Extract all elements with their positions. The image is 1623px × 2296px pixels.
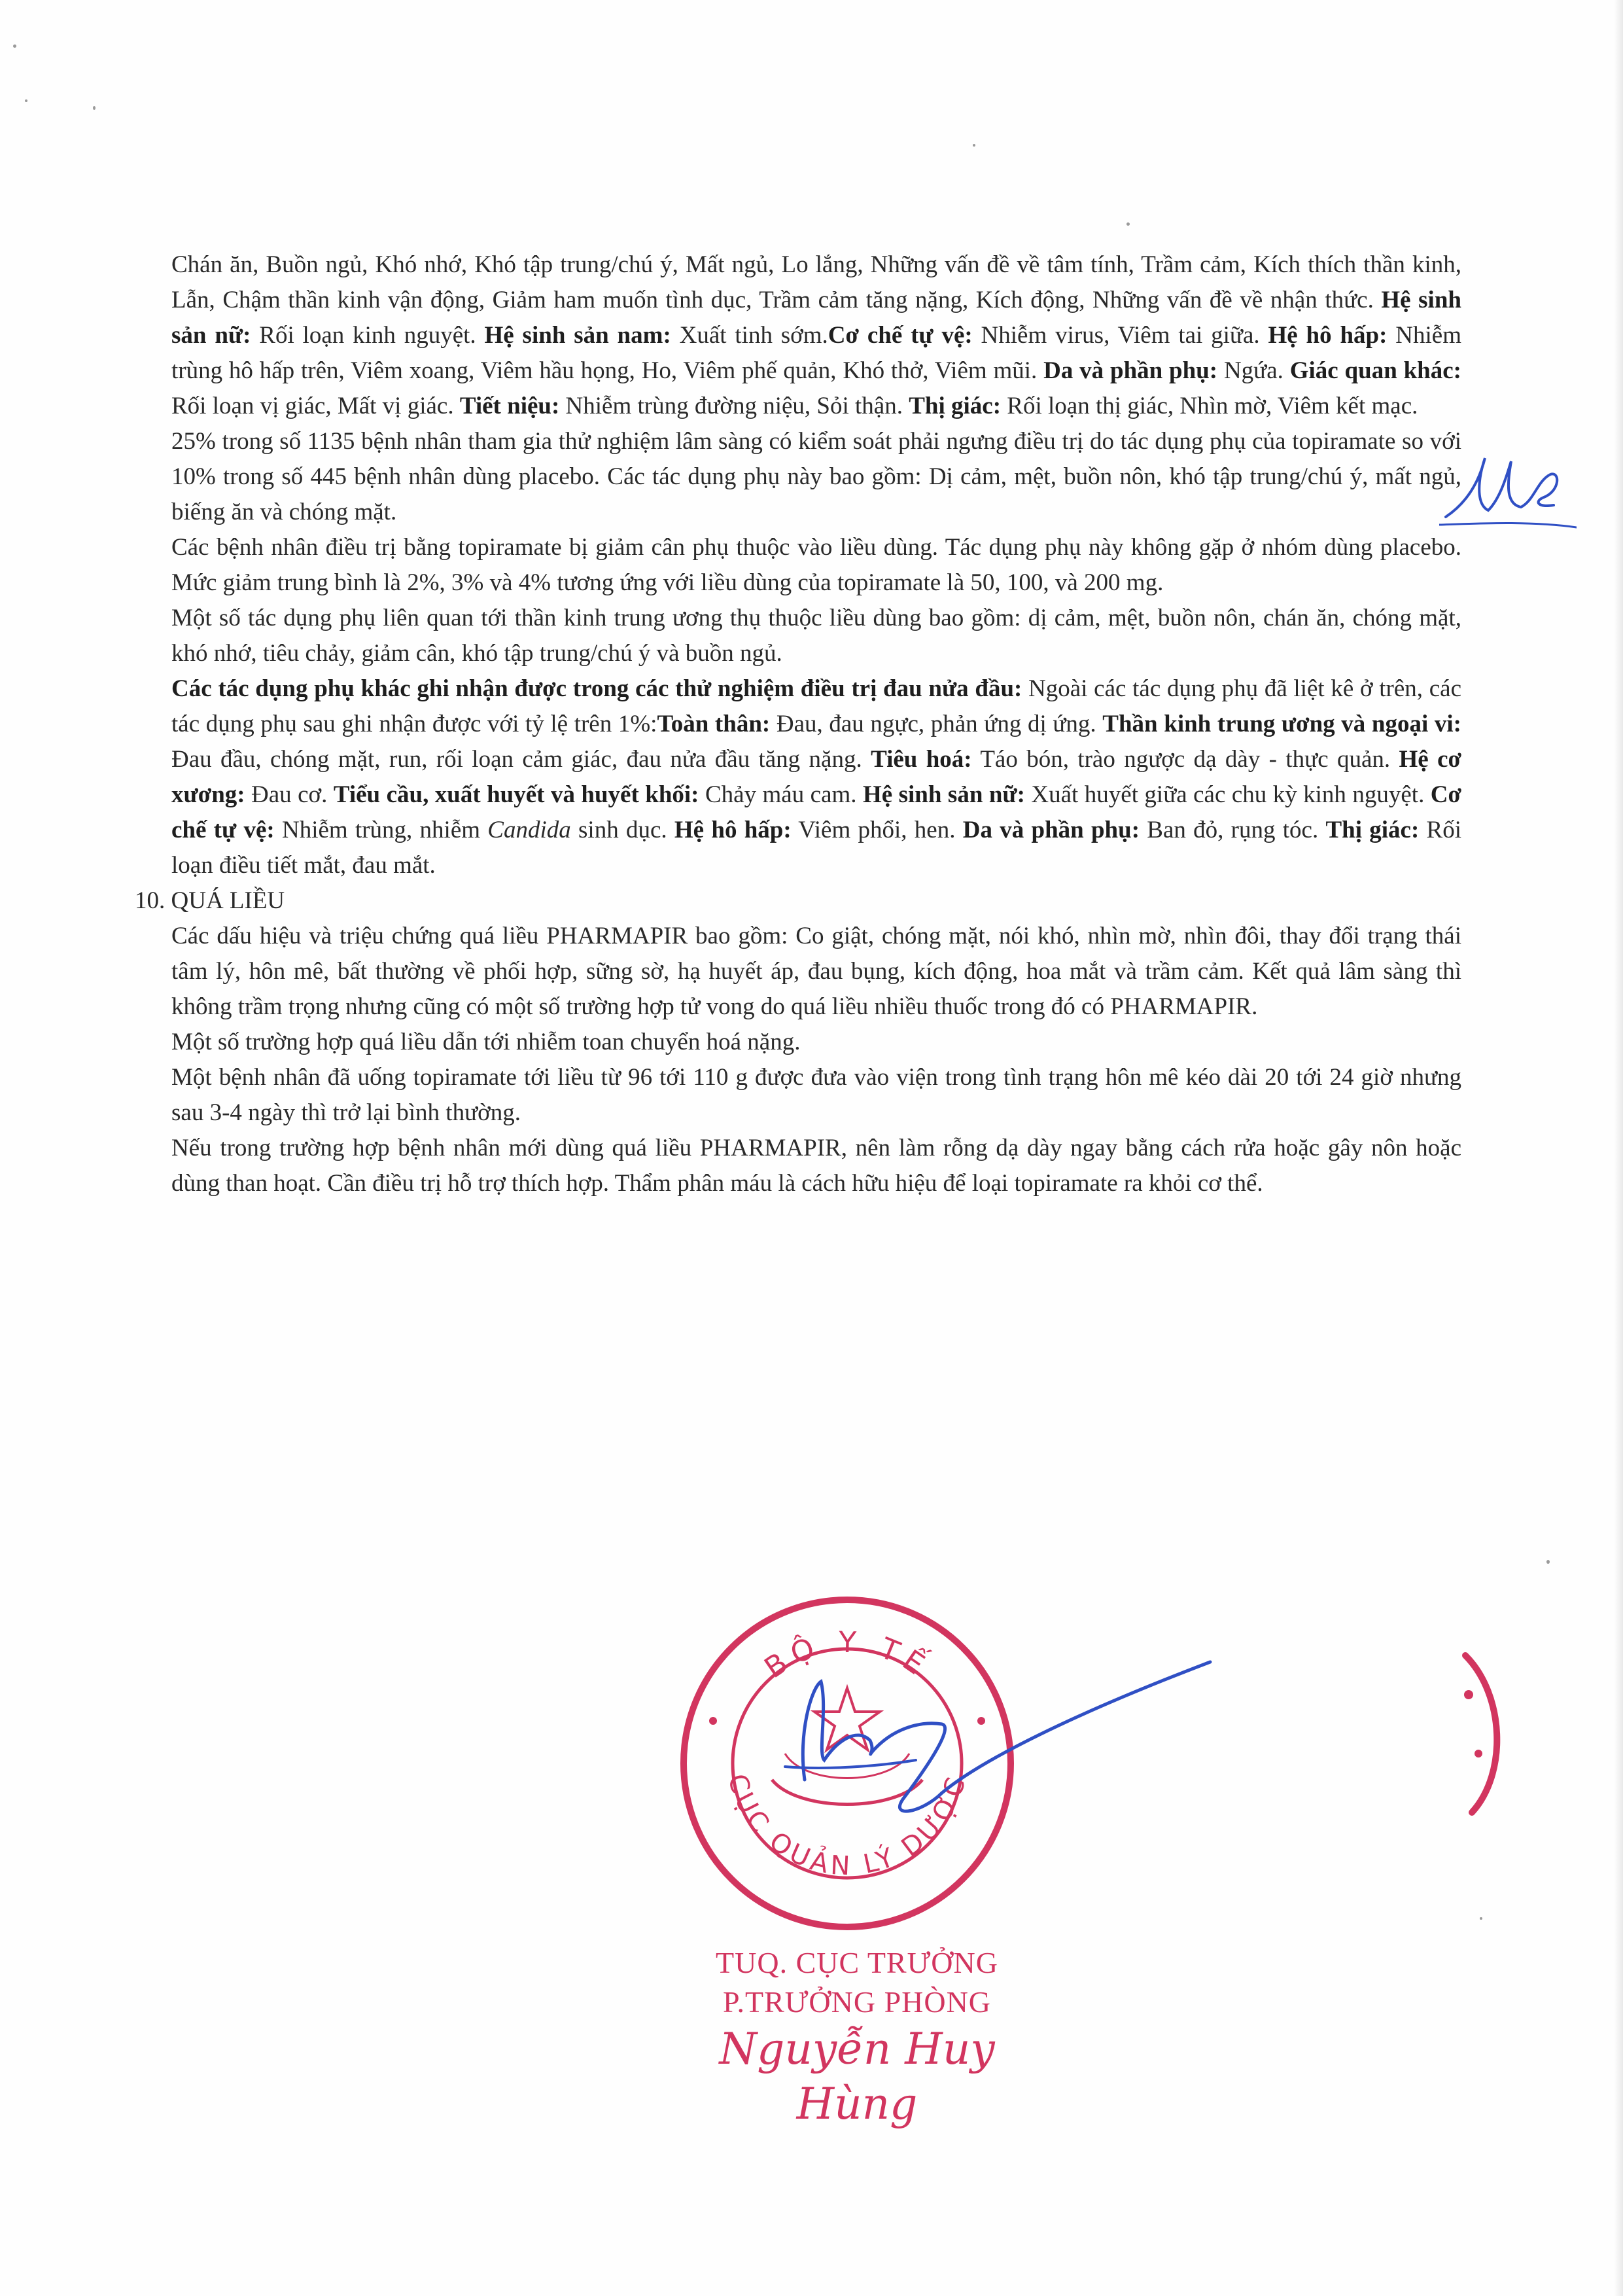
bold-term: Hệ sinh sản nam:	[484, 322, 671, 349]
bold-term: Hệ cơ xương:	[171, 746, 1461, 808]
handwritten-initials	[1439, 445, 1577, 530]
bold-term: Hệ sinh sản nữ:	[862, 781, 1025, 808]
svg-text:CỤC QUẢN LÝ DƯỢC: CỤC QUẢN LÝ DƯỢC	[722, 1771, 973, 1882]
paragraph-side-effects	[171, 247, 1461, 424]
text-run: Ngoài các tác dụng phụ đã liệt kê ở trên, các tác dụng phụ sau ghi nhận được với tỷ lệ trên 1%:	[171, 675, 1461, 737]
text-run: Rối loạn kinh nguyệt.	[251, 322, 485, 349]
bold-term: Các tác dụng phụ khác ghi nhận được trong các thử nghiệm điều trị đau nửa đầu:	[171, 675, 1022, 702]
bold-term: Thần kinh trung ương và ngoại vi:	[1102, 711, 1461, 737]
bold-term: Da và phần phụ:	[962, 817, 1140, 843]
signature-block	[654, 1943, 1060, 2132]
text-run: Ngứa.	[1217, 357, 1290, 384]
text-run: Nhiễm virus, Viêm tai giữa.	[972, 322, 1268, 349]
paragraph-migraine-trials	[171, 671, 1461, 883]
text-run: Đau đầu, chóng mặt, run, rối loạn cảm giác, đau nửa đầu tăng nặng.	[171, 746, 871, 773]
bold-term: Thị giác:	[909, 393, 1002, 419]
bold-term: Cơ chế tự vệ:	[828, 322, 973, 349]
text-run: Rối loạn điều tiết mắt, đau mắt.	[171, 817, 1462, 879]
paragraph-discontinuation: 25% trong số 1135 bệnh nhân tham gia thử nghiệm lâm sàng có kiểm soát phải ngưng điều trị do tác dụng phụ của topiramate so với 10% trong số 445 bệnh nhân dùng placebo. Các tác dụng phụ này bao gồm: Dị cảm, mệt, buồn nôn, khó tập trung/chú ý, mất ngủ, biếng ăn và chóng mặt.	[171, 428, 1461, 525]
scan-edge	[1614, 0, 1623, 2296]
text-run: Nhiễm trùng, nhiễm	[274, 817, 488, 843]
document-body	[135, 247, 1462, 1201]
italic-term: Candida	[487, 817, 571, 843]
text-run: Rối loạn thị giác, Nhìn mờ, Viêm kết mạc.	[1001, 393, 1418, 419]
bold-term: Da và phần phụ:	[1043, 357, 1218, 384]
svg-text:BỘ Y TẾ: BỘ Y TẾ	[758, 1625, 936, 1686]
paragraph-cns-effects: Một số tác dụng phụ liên quan tới thần kinh trung ương thụ thuộc liều dùng bao gồm: dị cảm, mệt, buồn nôn, chán ăn, chóng mặt, khó nhớ, tiêu chảy, giảm cân, khó tập trung/chú ý và buồn ngủ.	[171, 605, 1461, 667]
paragraph-weight-loss: Các bệnh nhân điều trị bằng topiramate bị giảm cân phụ thuộc vào liều dùng. Tác dụng phụ này không gặp ở nhóm dùng placebo. Mức giảm trung bình là 2%, 3% và 4% tương ứng với liều dùng của topiramate là 50, 100, và 200 mg.	[171, 534, 1461, 596]
bold-term: Toàn thân:	[657, 711, 771, 737]
bold-term: Hệ hô hấp:	[1268, 322, 1387, 349]
paragraph-metabolic-acidosis: Một số trường hợp quá liều dẫn tới nhiễm toan chuyển hoá nặng.	[171, 1029, 801, 1055]
paragraph-case-report: Một bệnh nhân đã uống topiramate tới liều từ 96 tới 110 g được đưa vào viện trong tình trạng hôn mê kéo dài 20 tới 24 giờ nhưng sau 3-4 ngày thì trở lại bình thường.	[171, 1064, 1461, 1126]
text-run: Đau, đau ngực, phản ứng dị ứng.	[770, 711, 1103, 737]
text-run: Chán ăn, Buồn ngủ, Khó nhớ, Khó tập trung/chú ý, Mất ngủ, Lo lắng, Những vấn đề về tâm tính, Trầm cảm, Kích thích thần kinh, Lẫn, Chậm thần kinh vận động, Giảm ham muốn tình dục, Trầm cảm tăng nặng, Kích động, Những vấn đề về nhận thức.	[171, 251, 1461, 313]
signature-title-line1: TUQ. CỤC TRƯỞNG	[716, 1946, 998, 1979]
scan-speck	[1546, 1560, 1550, 1564]
text-run: Xuất huyết giữa các chu kỳ kinh nguyệt.	[1024, 781, 1431, 808]
text-run: Đau cơ.	[245, 781, 334, 808]
scan-speck	[13, 44, 16, 48]
bold-term: Tiêu hoá:	[871, 746, 972, 773]
scan-speck	[25, 99, 27, 102]
text-run: Viêm phổi, hen.	[791, 817, 963, 843]
bold-term: Giác quan khác:	[1289, 357, 1462, 384]
bold-term: Thị giác:	[1325, 817, 1420, 843]
scan-speck	[1480, 1917, 1482, 1920]
scan-speck	[973, 144, 975, 147]
paragraph-treatment: Nếu trong trường hợp bệnh nhân mới dùng quá liều PHARMAPIR, nên làm rỗng dạ dày ngay bằng cách rửa hoặc gây nôn hoặc dùng than hoạt. Cần điều trị hỗ trợ thích hợp. Thẩm phân máu là cách hữu hiệu để loại topiramate ra khỏi cơ thể.	[171, 1135, 1461, 1197]
bold-term: Cơ chế tự vệ:	[171, 781, 1461, 843]
partial-seal-edge	[1452, 1649, 1511, 1819]
text-run: Rối loạn vị giác, Mất vị giác.	[171, 393, 460, 419]
text-run: Xuất tinh sớm.	[671, 322, 828, 349]
scan-speck	[1126, 222, 1130, 226]
text-run: sinh dục.	[570, 817, 674, 843]
bold-term: Hệ hô hấp:	[674, 817, 792, 843]
text-run: Nhiễm trùng đường niệu, Sỏi thận.	[559, 393, 909, 419]
paragraph-overdose-symptoms: Các dấu hiệu và triệu chứng quá liều PHARMAPIR bao gồm: Co giật, chóng mặt, nói khó, nhìn mờ, nhìn đôi, thay đổi trạng thái tâm lý, hôn mê, bất thường về phối hợp, sững sờ, hạ huyết áp, đau bụng, kích động, hoa mắt và trầm cảm. Kết quả lâm sàng thì không trầm trọng nhưng cũng có một số trường hợp tử vong do quá liều nhiều thuốc trong đó có PHARMAPIR.	[171, 923, 1461, 1020]
text-run: Táo bón, trào ngược dạ dày - thực quản.	[971, 746, 1399, 773]
scan-speck	[93, 106, 96, 110]
text-run: Ban đỏ, rụng tóc.	[1140, 817, 1326, 843]
text-run: Nhiễm trùng hô hấp trên, Viêm xoang, Viêm hầu họng, Ho, Viêm phế quản, Khó thở, Viêm mũi.	[171, 322, 1461, 384]
signature-scribble	[707, 1649, 1217, 1832]
text-run: Chảy máu cam.	[699, 781, 863, 808]
bold-term: Tiểu cầu, xuất huyết và huyết khối:	[333, 781, 699, 808]
section-heading-overdose: 10. QUÁ LIỀU	[135, 887, 285, 914]
signature-title-line2: P.TRƯỞNG PHÒNG	[722, 1985, 992, 2019]
bold-term: Hệ sinh sản nữ:	[171, 287, 1461, 349]
bold-term: Tiết niệu:	[459, 393, 560, 419]
signatory-name: Nguyễn Huy Hùng	[719, 2024, 995, 2129]
